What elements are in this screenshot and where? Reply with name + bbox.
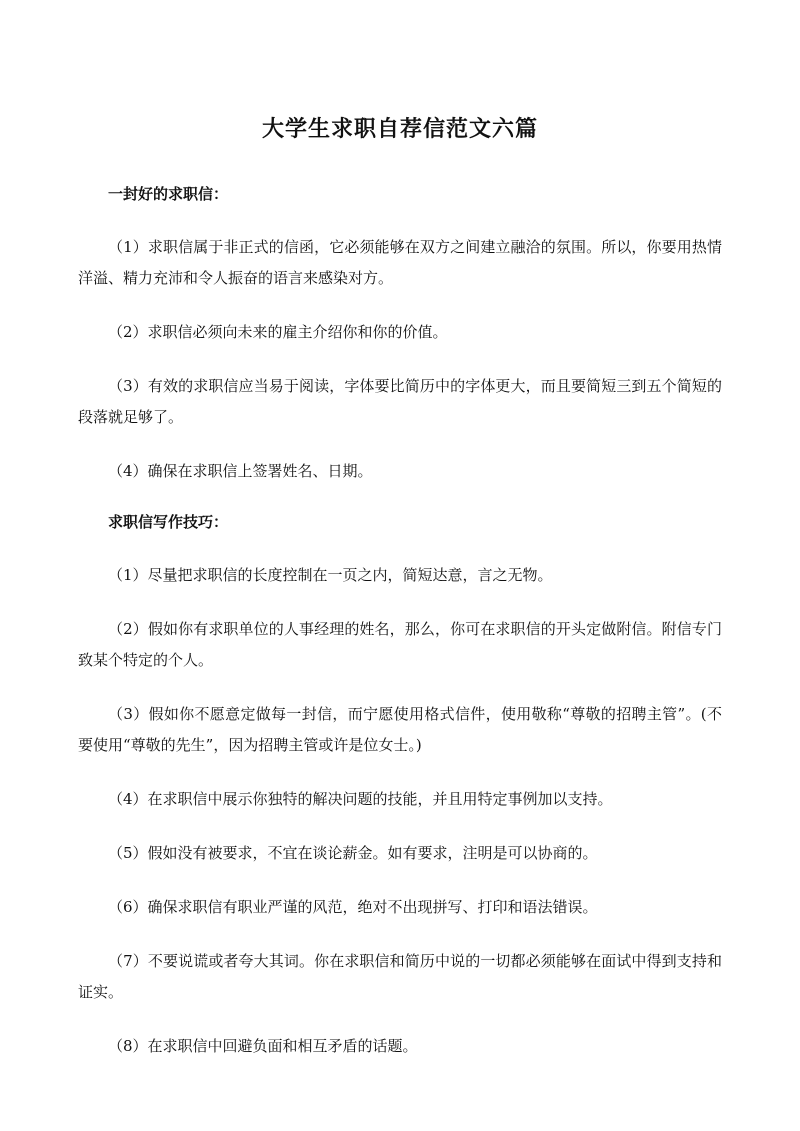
paragraph: （4）确保在求职信上签署姓名、日期。 [108, 462, 373, 480]
section-heading: 一封好的求职信： [108, 185, 229, 203]
paragraph: （3）有效的求职信应当易于阅读，字体要比简历中的字体更大，而且要简短三到五个简短的段落就足够了。 [78, 377, 722, 426]
section-good-letter [78, 182, 722, 487]
section-writing-tips [78, 510, 722, 1062]
paragraph: （2）求职信必须向未来的雇主介绍你和你的价值。 [108, 323, 448, 341]
paragraph: （7）不要说谎或者夸大其词。你在求职信和简历中说的一切都必须能够在面试中得到支持和证实。 [78, 952, 722, 1001]
paragraph: （4）在求职信中展示你独特的解决问题的技能，并且用特定事例加以支持。 [108, 790, 613, 808]
paragraph: （2）假如你有求职单位的人事经理的姓名，那么，你可在求职信的开头定做附信。附信专门致某个特定的个人。 [78, 620, 722, 669]
document-title: 大学生求职自荐信范文六篇 [261, 116, 538, 142]
paragraph: （3）假如你不愿意定做每一封信，而宁愿使用格式信件，使用敬称“尊敬的招聘主管”。(不要使用“尊敬的先生”，因为招聘主管或许是位女士。) [78, 705, 722, 754]
paragraph: （6）确保求职信有职业严谨的风范，绝对不出现拼写、打印和语法错误。 [108, 898, 598, 916]
section-heading: 求职信写作技巧： [108, 513, 229, 531]
paragraph: （8）在求职信中回避负面和相互矛盾的话题。 [108, 1037, 418, 1055]
paragraph: （1）求职信属于非正式的信函，它必须能够在双方之间建立融洽的氛围。所以，你要用热情洋溢、精力充沛和令人振奋的语言来感染对方。 [78, 238, 722, 287]
paragraph: （5）假如没有被要求，不宜在谈论薪金。如有要求，注明是可以协商的。 [108, 844, 598, 862]
paragraph: （1）尽量把求职信的长度控制在一页之内，简短达意，言之无物。 [108, 566, 553, 584]
